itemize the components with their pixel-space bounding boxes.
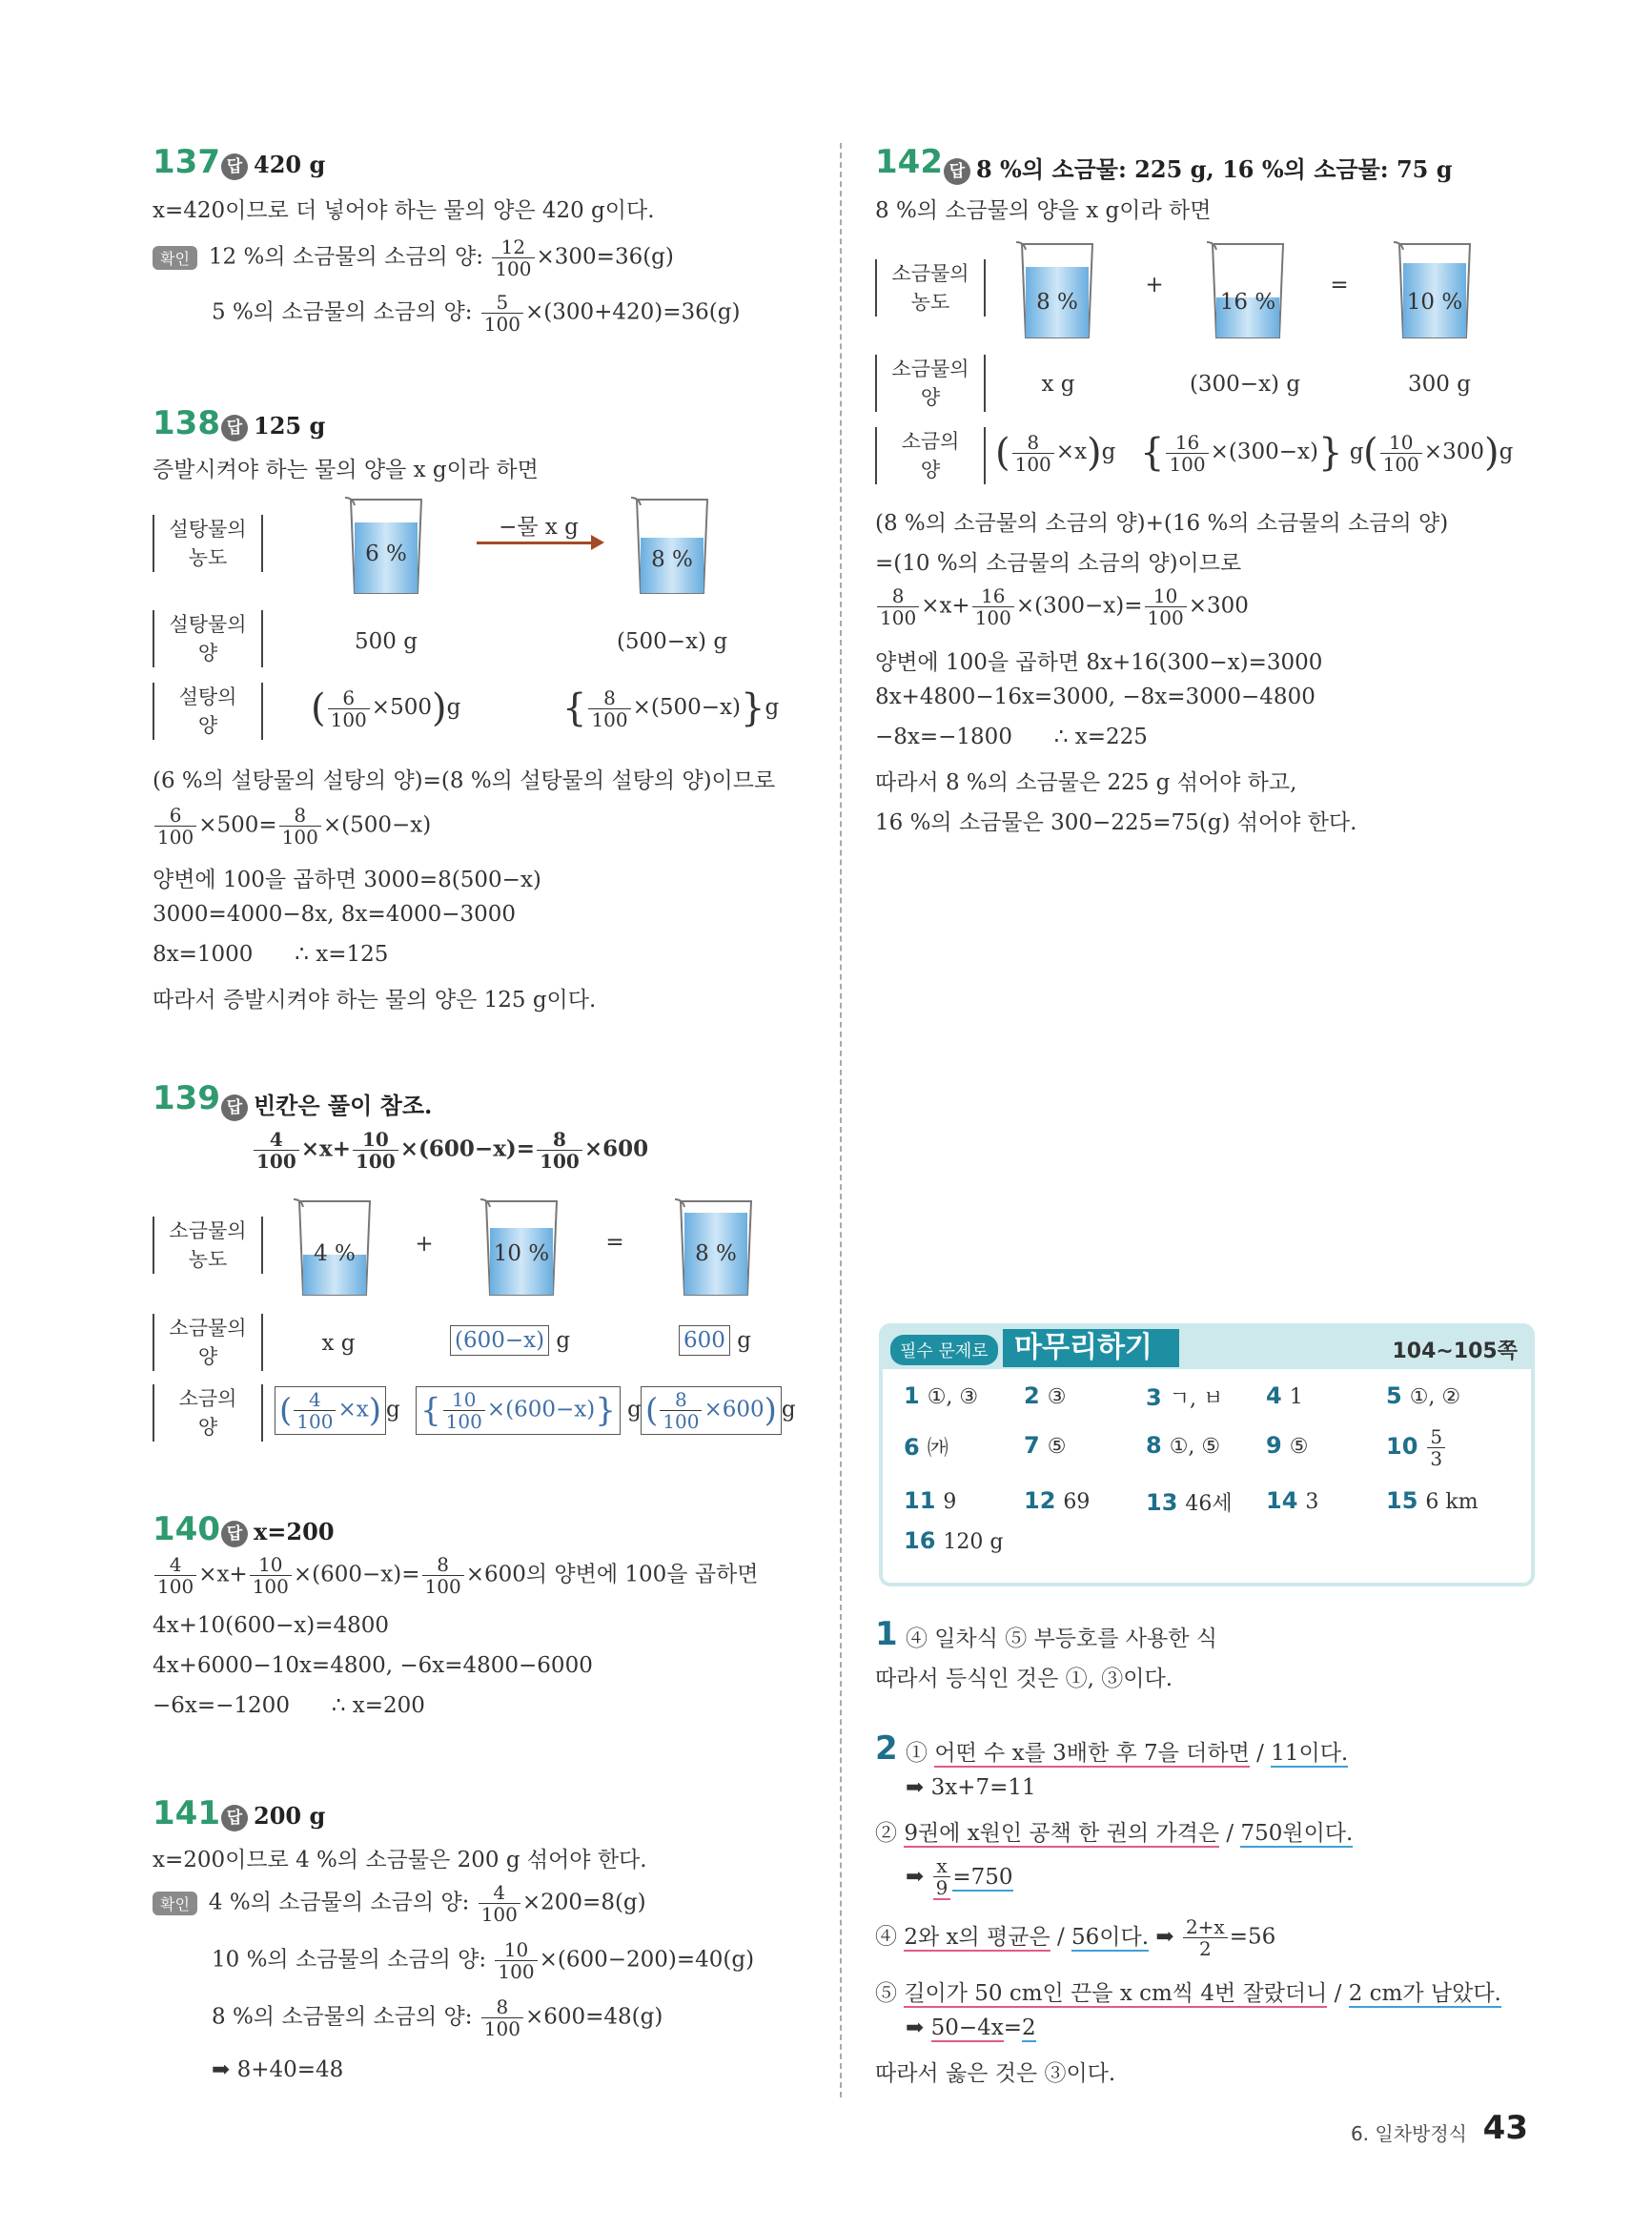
p142-label-amount: 소금물의 양 (875, 355, 986, 412)
p138-intro: 증발시켜야 하는 물의 양을 x g이라 하면 (153, 458, 539, 482)
summary-title: 마무리하기 (1003, 1329, 1179, 1367)
p142-line1: (8 %의 소금물의 소금의 양)+(16 %의 소금물의 소금의 양) (875, 511, 1449, 536)
summary-item: 12 69 (1024, 1487, 1091, 1514)
p142-mass2: (300−x) g (1189, 372, 1301, 397)
problem-137-answer (221, 151, 325, 180)
p138-mass1: 500 g (355, 629, 418, 654)
p142-salt1: ( $\frac{8}{100}$ ×x)g (995, 430, 1116, 476)
p142-line6: −8x=−1800 ∴ x=225 (875, 725, 1148, 749)
summary-item: 9 ⑤ (1266, 1432, 1309, 1459)
p139-mass1: x g (321, 1331, 356, 1356)
problem-141-number: 141 (153, 1794, 220, 1832)
p137-check2: 5 %의 소금물의 소금의 양: $\frac{5}{100}$ ×(300+420)=36(g) (212, 291, 741, 336)
p138-mass2: (500−x) g (616, 629, 728, 654)
summary-item: 8 ①, ⑤ (1146, 1432, 1221, 1459)
p139-label-amount: 소금물의 양 (153, 1314, 263, 1371)
check-badge: 확인 (153, 246, 197, 270)
p142-beaker-1: 8 % (1014, 238, 1100, 349)
p142-mass3: 300 g (1408, 372, 1471, 397)
p142-line7: 따라서 8 %의 소금물은 225 g 섞어야 하고, (875, 770, 1297, 795)
answer-text: 420 g (254, 151, 326, 178)
summary-item: 6 ㈎ (904, 1434, 948, 1461)
q2-a: ① 어떤 수 x를 3배한 후 7을 더하면 / 11이다. (906, 1741, 1349, 1766)
p138-label-amount: 설탕물의 양 (153, 610, 263, 667)
p141-check3: 8 %의 소금물의 소금의 양: $\frac{8}{100}$ ×600=48(g) (212, 1995, 663, 2040)
problem-138-number: 138 (153, 404, 220, 442)
q1-line1: ④ 일차식 ⑤ 부등호를 사용한 식 (906, 1626, 1217, 1651)
p138-label-sugar: 설탕의 양 (153, 683, 263, 740)
problem-139-answer: 답 빈칸은 풀이 참조. (221, 1087, 432, 1121)
p142-intro: 8 %의 소금물의 양을 x g이라 하면 (875, 198, 1212, 223)
p140-line4: −6x=−1200 ∴ x=200 (153, 1693, 425, 1718)
summary-item: 1 ①, ③ (904, 1382, 979, 1409)
answer-badge: 답 (221, 153, 248, 180)
p138-arrow-label: −물 x g (499, 515, 579, 540)
q2-b: ② 9권에 x원인 공책 한 권의 가격은 / 750원이다. (875, 1821, 1354, 1846)
q2-d: ⑤ 길이가 50 cm인 끈을 x cm씩 4번 잘랐더니 / 2 cm가 남았다. (875, 1981, 1501, 2006)
q2-c: ④ 2와 x의 평균은 / 56이다. ➡ $\frac{2+x}{2}$ =56 (875, 1915, 1276, 1960)
p139-equation: $\frac{4}{100}$ ×x+ $\frac{10}{100}$ ×(600−x)= $\frac{8}{100}$ ×600 (252, 1129, 648, 1172)
problem-142-number: 142 (875, 143, 943, 181)
p138-sugar1: ( $\frac{6}{100}$ ×500)g (311, 685, 461, 731)
p138-beaker-right: 8 % (629, 494, 715, 604)
problem-141-answer: 답 200 g (221, 1802, 325, 1831)
q2-conclusion: 따라서 옳은 것은 ③이다. (875, 2061, 1116, 2086)
summary-header (883, 1327, 1531, 1369)
p142-label-concentration: 소금물의 농도 (875, 259, 986, 317)
q1-line2: 따라서 등식인 것은 ①, ③이다. (875, 1667, 1173, 1691)
problem-137-number: 137 (153, 143, 220, 181)
p138-line4: 3000=4000−8x, 8x=4000−3000 (153, 902, 517, 927)
summary-pages: 104~105쪽 (1392, 1340, 1518, 1363)
p142-line5: 8x+4800−16x=3000, −8x=3000−4800 (875, 685, 1315, 709)
p141-check1: 확인 4 %의 소금물의 소금의 양: $\frac{4}{100}$ ×200=8(g) (153, 1882, 646, 1925)
equals-sign: = (1330, 273, 1349, 297)
problem-138-answer: 답 125 g (221, 412, 325, 441)
problem-140-answer: 답 x=200 (221, 1518, 335, 1547)
p140-line1: $\frac{4}{100}$ ×x+ $\frac{10}{100}$ ×(600−x)= $\frac{8}{100}$ ×600의 양변에 100을 곱하면 (153, 1554, 758, 1597)
p138-line5: 8x=1000 ∴ x=125 (153, 942, 389, 967)
q2-d-result: ➡ 50−4x=2 (906, 2015, 1036, 2040)
summary-item: 13 46세 (1146, 1489, 1233, 1516)
p138-equation: $\frac{6}{100}$ ×500= $\frac{8}{100}$ ×(500−x) (153, 805, 431, 848)
arrow-shaft (477, 542, 596, 544)
summary-item: 11 9 (904, 1487, 957, 1514)
summary-item: 3 ㄱ, ㅂ (1146, 1384, 1224, 1411)
p139-salt2: { $\frac{10}{100}$ ×(600−x)} g (416, 1386, 642, 1435)
p138-line3: 양변에 100을 곱하면 3000=8(500−x) (153, 868, 541, 892)
page-number: 43 (1482, 2109, 1528, 2147)
chapter-label: 6. 일차방정식 (1350, 2122, 1467, 2145)
p142-beaker-2: 16 % (1205, 238, 1291, 349)
p139-label-salt: 소금의 양 (153, 1384, 263, 1442)
summary-pill: 필수 문제로 (890, 1335, 998, 1365)
problem-140-number: 140 (153, 1510, 220, 1548)
p142-mass1: x g (1041, 372, 1075, 397)
p142-line2: =(10 %의 소금물의 소금의 양)이므로 (875, 551, 1242, 576)
p142-label-salt: 소금의 양 (875, 427, 986, 484)
p142-equation: $\frac{8}{100}$ ×x+ $\frac{16}{100}$ ×(300−x)= $\frac{10}{100}$ ×300 (875, 585, 1249, 628)
problem-142-answer: 답 8 %의 소금물: 225 g, 16 %의 소금물: 75 g (944, 151, 1453, 185)
p139-beaker-3: 8 % (673, 1196, 759, 1306)
p142-salt2: { $\frac{16}{100}$ ×(300−x)} g (1140, 430, 1364, 476)
p138-label-concentration: 설탕물의 농도 (153, 515, 263, 572)
p142-salt3: ( $\frac{10}{100}$ ×300)g (1363, 430, 1514, 476)
p142-line4: 양변에 100을 곱하면 8x+16(300−x)=3000 (875, 650, 1323, 675)
column-divider (840, 143, 842, 2097)
p139-salt3: ( $\frac{8}{100}$ ×600) g (641, 1386, 796, 1435)
q1-number: 1 (875, 1615, 898, 1653)
equals-sign: = (605, 1230, 624, 1255)
p138-line6: 따라서 증발시켜야 하는 물의 양은 125 g이다. (153, 988, 597, 1013)
p139-salt1: ( $\frac{4}{100}$ ×x) g (275, 1386, 400, 1435)
p138-beaker-left: 6 % (343, 494, 429, 604)
summary-item: 7 ⑤ (1024, 1432, 1067, 1459)
p138-line1: (6 %의 설탕물의 설탕의 양)=(8 %의 설탕물의 설탕의 양)이므로 (153, 768, 776, 793)
q2-number: 2 (875, 1729, 898, 1768)
p139-label-concentration: 소금물의 농도 (153, 1217, 263, 1274)
q2-a-result: ➡ 3x+7=11 (906, 1775, 1036, 1800)
summary-item: 5 ①, ② (1386, 1382, 1461, 1409)
p141-check4: ➡ 8+40=48 (212, 2057, 344, 2082)
plus-sign: + (1145, 273, 1164, 297)
q2-b-result: ➡ $\frac{x}{9}$ =750 (906, 1854, 1013, 1899)
summary-item: 2 ③ (1024, 1382, 1067, 1409)
summary-item: 10 $\frac{5}{3}$ (1386, 1426, 1447, 1469)
p139-beaker-2: 10 % (479, 1196, 564, 1306)
summary-answer-box (879, 1323, 1535, 1586)
p138-sugar2: { $\frac{8}{100}$ ×(500−x)}g (562, 685, 780, 731)
summary-item: 14 3 (1266, 1487, 1319, 1514)
problem-139-number: 139 (153, 1079, 220, 1117)
p137-line1: x=420이므로 더 넣어야 하는 물의 양은 420 g이다. (153, 198, 655, 223)
p140-line3: 4x+6000−10x=4800, −6x=4800−6000 (153, 1653, 593, 1678)
summary-item: 16 120 g (904, 1527, 1004, 1554)
p141-line1: x=200이므로 4 %의 소금물은 200 g 섞어야 한다. (153, 1848, 647, 1872)
summary-item: 4 1 (1266, 1382, 1303, 1409)
summary-item: 15 6 km (1386, 1487, 1479, 1514)
p139-mass3: 600 g (679, 1325, 751, 1356)
plus-sign: + (415, 1232, 434, 1257)
p139-mass2: (600−x) g (450, 1325, 570, 1356)
p142-line8: 16 %의 소금물은 300−225=75(g) 섞어야 한다. (875, 810, 1357, 835)
p140-line2: 4x+10(600−x)=4800 (153, 1613, 390, 1638)
p142-beaker-3: 10 % (1392, 238, 1478, 349)
p141-check2: 10 %의 소금물의 소금의 양: $\frac{10}{100}$ ×(600−200)=40(g) (212, 1938, 755, 1983)
p137-check1: 확인 12 %의 소금물의 소금의 양: $\frac{12}{100}$ ×300=36(g) (153, 236, 674, 279)
p139-beaker-1: 4 % (292, 1196, 377, 1306)
